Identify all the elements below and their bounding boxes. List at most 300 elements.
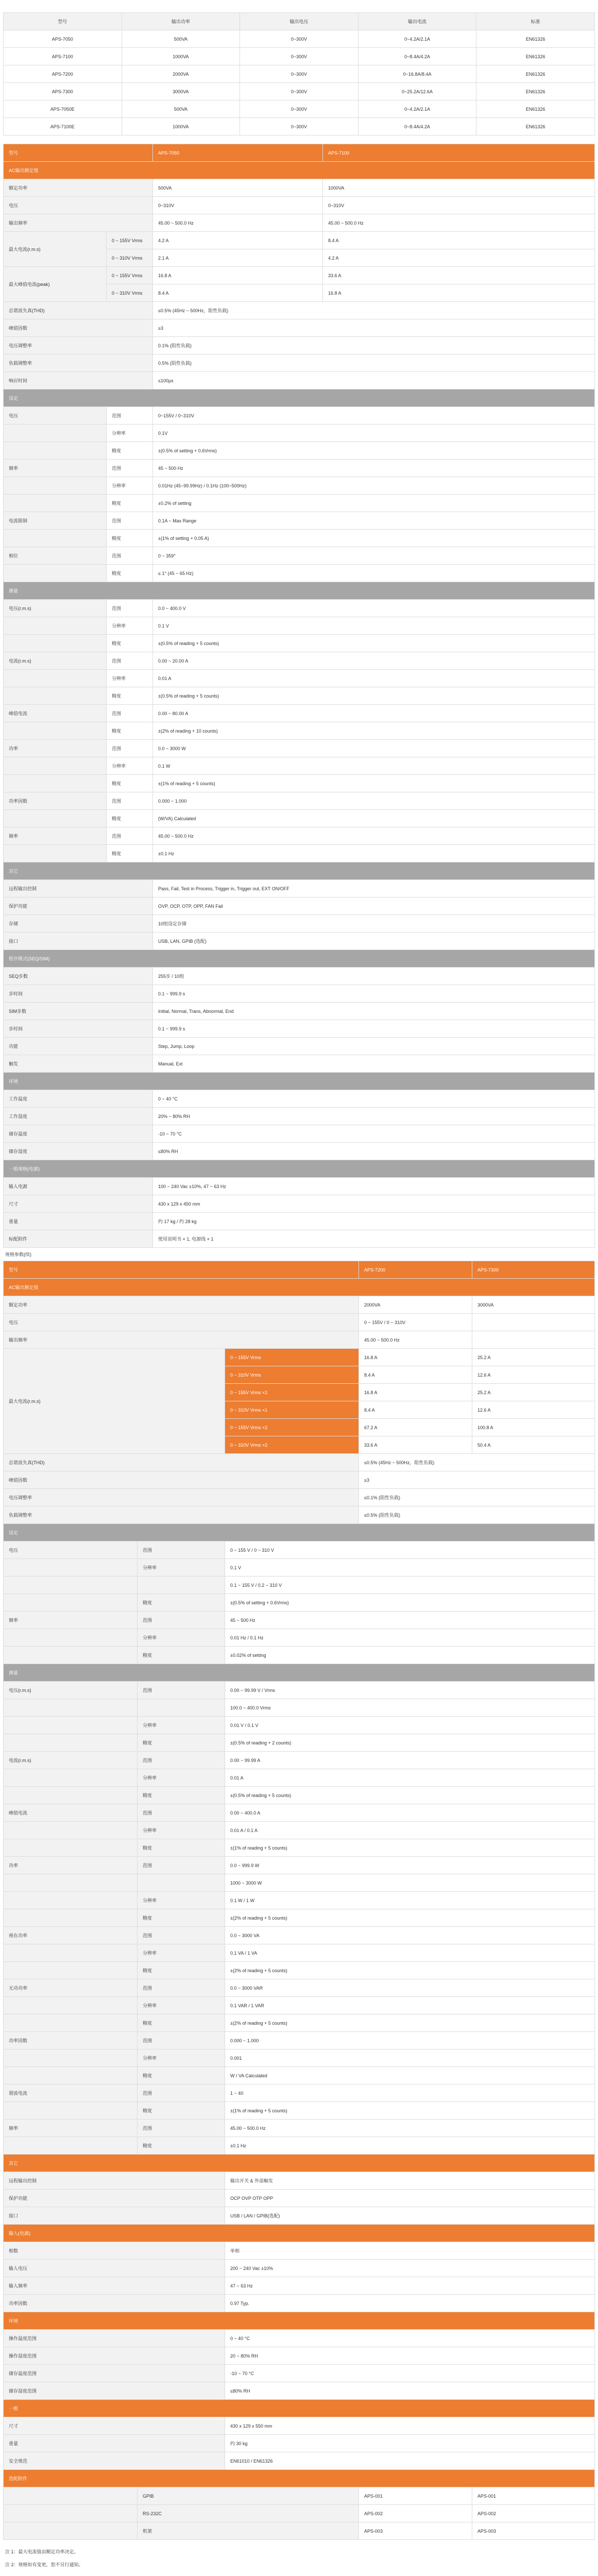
spec-label: 操作温度范围 (4, 2330, 225, 2347)
spec-value: 33.6 A (359, 1436, 472, 1454)
spec-sublabel: 分辨率 (138, 1559, 225, 1577)
spec-sublabel: 分辨率 (107, 670, 153, 687)
spec-label: 安全规范 (4, 2452, 225, 2470)
spec-sublabel: 范围 (107, 547, 153, 565)
spec-value: Initial, Normal, Trans, Abnormal, End (153, 1003, 595, 1020)
column-header: 输出电流 (358, 13, 476, 30)
spec-value: 3000VA (472, 1296, 595, 1314)
spec-value: 45.00 ~ 500.0 Hz (323, 214, 595, 232)
table-cell: 0~300V (240, 100, 358, 118)
spec-row (4, 1594, 595, 1612)
spec-row (4, 1892, 595, 1909)
spec-table-1 (3, 144, 595, 1248)
spec-value: 0.0 ~ 999.9 W (225, 1857, 595, 1874)
spec-label: 功率因数 (4, 2295, 225, 2312)
column-header: 输出电压 (240, 13, 358, 30)
spec-sublabel (138, 1577, 225, 1594)
spec-label (4, 1647, 138, 1664)
section-heading: 其它 (4, 862, 595, 880)
spec-condition: 0 ~ 310V Vrms (225, 1366, 359, 1384)
spec-sublabel: 范围 (138, 1682, 225, 1699)
table-cell: APS-7050E (4, 100, 122, 118)
spec-label (4, 670, 107, 687)
spec-row (4, 354, 595, 372)
spec-sublabel: 范围 (138, 1927, 225, 1944)
spec-value: Step, Jump, Loop (153, 1038, 595, 1055)
spec-label: 电压(r.m.s) (4, 1682, 138, 1699)
spec-value: ±0.1 Hz (225, 2137, 595, 2155)
spec-value: 2.1 A (153, 249, 323, 267)
spec-sublabel: 精度 (138, 2137, 225, 2155)
spec-row (4, 1717, 595, 1734)
spec-sublabel: 范围 (138, 1752, 225, 1769)
spec-condition: 0 ~ 155V Vrms (225, 1349, 359, 1366)
spec-row (4, 1909, 595, 1927)
section-heading: 一般 (4, 2400, 595, 2417)
spec-label (4, 1839, 138, 1857)
spec-label (4, 1874, 138, 1892)
spec-row (4, 968, 595, 985)
spec-sublabel (138, 1874, 225, 1892)
spec-value: 0.1 ~ 999.9 s (153, 1020, 595, 1038)
spec-sublabel: 范围 (107, 705, 153, 722)
spec-value: 0~310V (323, 197, 595, 214)
table-cell: 0~300V (240, 30, 358, 48)
spec-row (4, 1682, 595, 1699)
spec-row (4, 372, 595, 389)
notes (3, 2545, 595, 2571)
spec-value: 8.4 A (153, 284, 323, 302)
spec-row (4, 1296, 595, 1314)
column-header: 标准 (476, 13, 595, 30)
spec-value: ±(2% of reading + 5 counts) (225, 1909, 595, 1927)
spec-row (4, 2435, 595, 2452)
spec-sublabel: 精度 (107, 530, 153, 547)
spec-label: 接口 (4, 933, 153, 950)
spec-sublabel: 分辨率 (138, 1892, 225, 1909)
spec-value: -10 ~ 70 °C (153, 1125, 595, 1143)
spec-row (4, 2032, 595, 2049)
spec-value: 0.00 ~ 80.00 A (153, 705, 595, 722)
spec-value: 100 ~ 240 Vac ±10%, 47 ~ 63 Hz (153, 1178, 595, 1195)
section-heading: 其它 (4, 2155, 595, 2172)
spec-sublabel: 精度 (107, 495, 153, 512)
spec-value: ≤80% RH (225, 2382, 595, 2400)
spec-label: 触发 (4, 1055, 153, 1073)
spec-value: 0.01 A (153, 670, 595, 687)
section-heading: 环境 (4, 2312, 595, 2330)
spec-sublabel: 范围 (138, 2032, 225, 2049)
spec-value: 20% ~ 80% RH (153, 1108, 595, 1125)
spec-row (4, 302, 595, 319)
spec-sublabel: 精度 (138, 2067, 225, 2084)
model-name: APS-7200 (359, 1261, 472, 1279)
spec-value: 0.1 ~ 155 V / 0.2 ~ 310 V (225, 1577, 595, 1594)
spec-label: 输出频率 (4, 214, 153, 232)
spec-label: 峰值因数 (4, 319, 153, 337)
spec-row (4, 933, 595, 950)
spec-row (4, 319, 595, 337)
note-2: 注 2：规格如有变更，恕不另行通知。 (5, 2562, 83, 2567)
spec-value: 25.2 A (472, 1349, 595, 1366)
spec-value: 0.001 (225, 2049, 595, 2067)
spec-label (4, 425, 107, 442)
spec-value: 使用说明书 × 1, 电源线 × 1 (153, 1230, 595, 1248)
section-heading: 一般规格(电源) (4, 1160, 595, 1178)
spec-value: 0.1 VAR / 1 VAR (225, 1997, 595, 2014)
spec-label (4, 1769, 138, 1787)
spec-condition: 0 ~ 310V Vrms ×2 (225, 1436, 359, 1454)
spec-value: 0.1 VA / 1 VA (225, 1944, 595, 1962)
spec-label (4, 1577, 138, 1594)
spec-label: 功率因数 (4, 792, 107, 810)
spec-row (4, 2067, 595, 2084)
spec-row (4, 407, 595, 425)
spec-label: 负载调整率 (4, 354, 153, 372)
spec-label (4, 1559, 138, 1577)
spec-label: 保护功能 (4, 2190, 225, 2207)
spec-label: 标配附件 (4, 1230, 153, 1248)
spec-value: 16.8 A (359, 1349, 472, 1366)
spec-sublabel: 分辨率 (138, 1997, 225, 2014)
spec-value: 12.6 A (472, 1401, 595, 1419)
spec-row (4, 1038, 595, 1055)
spec-row (4, 1506, 595, 1524)
section-heading: 测量 (4, 1664, 595, 1682)
spec-value: 1000 ~ 3000 W (225, 1874, 595, 1892)
spec-condition: 0 ~ 155V Vrms (107, 232, 153, 249)
spec-sublabel: 范围 (138, 1979, 225, 1997)
spec-row (4, 1055, 595, 1073)
spec-sublabel: 范围 (138, 1857, 225, 1874)
spec-sublabel: GPIB (138, 2487, 359, 2505)
spec-value: 500VA (153, 179, 323, 197)
spec-row (4, 1349, 595, 1366)
spec-row (4, 425, 595, 442)
spec-label: 峰值电流 (4, 705, 107, 722)
spec-row (4, 2277, 595, 2295)
spec-label: 电压 (4, 197, 153, 214)
spec-value: 45 ~ 500 Hz (225, 1612, 595, 1629)
spec-label: 频率 (4, 2120, 138, 2137)
spec-label (4, 495, 107, 512)
spec-value: 0.01 Hz / 0.1 Hz (225, 1629, 595, 1647)
spec-row (4, 915, 595, 933)
spec-label (4, 2049, 138, 2067)
spec-sublabel (138, 1699, 225, 1717)
spec-row (4, 880, 595, 897)
spec-row (4, 1143, 595, 1160)
spec-sublabel: 分辨率 (107, 477, 153, 495)
spec-value: ±0.1 Hz (153, 845, 595, 862)
spec-row (4, 1997, 595, 2014)
section-heading: 环境 (4, 1073, 595, 1090)
spec-value: 2000VA (359, 1296, 472, 1314)
column-header: 型号 (4, 13, 122, 30)
spec-sublabel: 范围 (107, 827, 153, 845)
spec-sublabel: 精度 (138, 1909, 225, 1927)
spec-label (4, 810, 107, 827)
spec-sublabel: 精度 (138, 1962, 225, 1979)
spec-value: 16.8 A (359, 1384, 472, 1401)
table-cell: 1000VA (122, 118, 240, 135)
spec-value: APS-002 (359, 2505, 472, 2522)
model-label: 型号 (4, 1261, 359, 1279)
section-title (4, 2470, 595, 2487)
spec-label: 总谐波失真(THD) (4, 1454, 359, 1471)
spec-label (4, 442, 107, 460)
spec-value: 47 ~ 63 Hz (225, 2277, 595, 2295)
spec-sublabel: 分辨率 (138, 1629, 225, 1647)
spec-row (4, 197, 595, 214)
spec-label: 储存湿度 (4, 1143, 153, 1160)
spec-value: 0.1 ~ 999.9 s (153, 985, 595, 1003)
spec-value: ±0.2% of setting (153, 495, 595, 512)
spec-row (4, 1769, 595, 1787)
spec-value: 0.000 ~ 1.000 (153, 792, 595, 810)
spec-value: 0 ~ 40 °C (153, 1090, 595, 1108)
spec-value: 0.97 Typ. (225, 2295, 595, 2312)
spec-row (4, 2049, 595, 2067)
spec-row (4, 1874, 595, 1892)
spec-sublabel: 范围 (107, 407, 153, 425)
spec-label (4, 2522, 138, 2540)
spec-row (4, 1559, 595, 1577)
spec-row (4, 2417, 595, 2435)
spec-sublabel: 精度 (138, 2102, 225, 2120)
spec-row (4, 2137, 595, 2155)
section-title (4, 1160, 595, 1178)
spec-value: 0.5% (阻性负载) (153, 354, 595, 372)
spec2-caption: 规格参数(续) (5, 1252, 31, 1257)
section-title (4, 2312, 595, 2330)
spec-label: 储存温度范围 (4, 2365, 225, 2382)
spec-value: 67.2 A (359, 1419, 472, 1436)
spec-value: ±(1% of setting + 0.05 A) (153, 530, 595, 547)
spec-value: 0.00 ~ 99.99 V / Vrms (225, 1682, 595, 1699)
spec-sublabel: 精度 (107, 565, 153, 582)
spec-label: 输入电源 (4, 1178, 153, 1195)
spec-row (4, 810, 595, 827)
model-name: APS-7050 (153, 144, 323, 162)
spec-label: 工作湿度 (4, 1108, 153, 1125)
spec-row (4, 1647, 595, 1664)
spec-value: ±(2% of reading + 10 counts) (153, 722, 595, 740)
table-row (4, 83, 595, 100)
section-title (4, 950, 595, 968)
spec-value: 8.4 A (359, 1401, 472, 1419)
spec-label: 步时间 (4, 1020, 153, 1038)
spec-label (4, 477, 107, 495)
section-title (4, 1524, 595, 1541)
spec-value: 4.2 A (323, 249, 595, 267)
spec-sublabel: 精度 (107, 635, 153, 652)
spec-label: 响应时间 (4, 372, 153, 389)
spec-row (4, 2330, 595, 2347)
spec-sublabel: 精度 (107, 687, 153, 705)
spec-label: 电压 (4, 1314, 359, 1331)
table-cell: EN61326 (476, 83, 595, 100)
spec-row (4, 2242, 595, 2260)
spec-label: 额定功率 (4, 179, 153, 197)
spec-row (4, 1962, 595, 1979)
spec-value: 16.8 A (323, 284, 595, 302)
spec-value: Pass, Fail, Test in Process, Trigger in, Trigger out, EXT ON/OFF (153, 880, 595, 897)
spec-value: ≥3 (153, 319, 595, 337)
table-cell: 0~4.2A/2.1A (358, 30, 476, 48)
spec-row (4, 757, 595, 775)
spec-condition: 0 ~ 310V Vrms ×1 (225, 1401, 359, 1419)
spec-label (4, 1944, 138, 1962)
spec-sublabel: 精度 (107, 845, 153, 862)
spec-label: 操作湿度范围 (4, 2347, 225, 2365)
spec-value: ≤ 1° (45 ~ 65 Hz) (153, 565, 595, 582)
spec-value: ±(0.5% of reading + 5 counts) (153, 635, 595, 652)
spec-row (4, 827, 595, 845)
spec-row (4, 1752, 595, 1769)
spec-label (4, 2067, 138, 2084)
spec-value: 0.1V (153, 425, 595, 442)
spec-row (4, 705, 595, 722)
spec-row (4, 495, 595, 512)
spec-label (4, 2014, 138, 2032)
spec-row (4, 1541, 595, 1559)
spec-row (4, 232, 595, 249)
spec-label: SIM步数 (4, 1003, 153, 1020)
spec-row (4, 792, 595, 810)
spec-row (4, 2347, 595, 2365)
spec-value: 255步 / 10组 (153, 968, 595, 985)
spec-value: ±(0.5% of setting + 0.6Vrms) (225, 1594, 595, 1612)
spec-value: ±(1% of reading + 5 counts) (225, 1839, 595, 1857)
table-cell: 0~300V (240, 118, 358, 135)
spec-row (4, 670, 595, 687)
spec-label: 相数 (4, 2242, 225, 2260)
spec-value: 0.01 A / 0.1 A (225, 1822, 595, 1839)
spec-value: ±(0.5% of reading + 5 counts) (225, 1787, 595, 1804)
spec-sublabel: 精度 (138, 1839, 225, 1857)
spec-label (4, 1822, 138, 1839)
spec-label: 最大电流(r.m.s) (4, 1349, 225, 1454)
spec-row (4, 652, 595, 670)
spec-label (4, 530, 107, 547)
spec-condition: 0 ~ 310V Vrms (107, 249, 153, 267)
spec-row (4, 1230, 595, 1248)
spec-sublabel: 范围 (107, 600, 153, 617)
spec-value: ±0.02% of setting (225, 1647, 595, 1664)
spec-label: 电压(r.m.s) (4, 600, 107, 617)
spec-row (4, 2522, 595, 2540)
spec-label: 电压 (4, 1541, 138, 1559)
spec-label: 远程输出控制 (4, 880, 153, 897)
table-cell: 0~16.8A/8.4A (358, 65, 476, 83)
spec-value: 0~310V (153, 197, 323, 214)
spec-value: ≥3 (359, 1471, 595, 1489)
section-title (4, 1279, 595, 1296)
section-heading: AC输出额定值 (4, 1279, 595, 1296)
spec-value: 约 30 kg (225, 2435, 595, 2452)
section-heading: 输入(电源) (4, 2225, 595, 2242)
spec-row (4, 1927, 595, 1944)
section-title (4, 582, 595, 600)
model-name: APS-7300 (472, 1261, 595, 1279)
table-row (4, 118, 595, 135)
spec-row (4, 1454, 595, 1471)
spec-sublabel: 分辨率 (107, 425, 153, 442)
section-title (4, 1664, 595, 1682)
section-heading: 设定 (4, 389, 595, 407)
spec-sublabel: 精度 (138, 1594, 225, 1612)
spec-value: ±(2% of reading + 5 counts) (225, 2014, 595, 2032)
spec-sublabel: 范围 (138, 1541, 225, 1559)
spec-sublabel: 精度 (138, 1787, 225, 1804)
spec-row (4, 512, 595, 530)
spec-label (4, 565, 107, 582)
model-label: 型号 (4, 144, 153, 162)
spec-label: 保护功能 (4, 897, 153, 915)
spec-value: 45.00 ~ 500.0 Hz (153, 214, 323, 232)
page-title (3, 4, 595, 12)
spec-label (4, 1594, 138, 1612)
spec-value: 430 x 129 x 450 mm (153, 1195, 595, 1213)
table-cell: APS-7050 (4, 30, 122, 48)
table-cell: 0~300V (240, 83, 358, 100)
spec-label (4, 2102, 138, 2120)
spec-value (472, 1331, 595, 1349)
section-title (4, 862, 595, 880)
spec-value: ±(1% of reading + 5 counts) (225, 2102, 595, 2120)
spec-label: 重量 (4, 1213, 153, 1230)
note-1: 注 1：最大电流值由额定功率决定。 (5, 2549, 79, 2554)
table-cell: 3000VA (122, 83, 240, 100)
spec-row (4, 1471, 595, 1489)
spec-label: 尺寸 (4, 1195, 153, 1213)
spec-label: 最大峰值电流(peak) (4, 267, 107, 302)
spec-value: ±(0.5% of reading + 5 counts) (153, 687, 595, 705)
spec-row (4, 1314, 595, 1331)
spec-value: 0.00 ~ 400.0 A (225, 1804, 595, 1822)
spec-label: 谐波电流 (4, 2084, 138, 2102)
spec-value: ±(2% of reading + 5 counts) (225, 1962, 595, 1979)
spec-label (4, 2137, 138, 2155)
spec-value: 0.00 ~ 99.99 A (225, 1752, 595, 1769)
spec-label: 峰值因数 (4, 1471, 359, 1489)
model-table (3, 12, 595, 135)
spec-value: W / VA Calculated (225, 2067, 595, 2084)
spec-row (4, 460, 595, 477)
spec-value: ±(1% of reading + 5 counts) (153, 775, 595, 792)
table-cell: 0~25.2A/12.6A (358, 83, 476, 100)
table-cell: EN61326 (476, 48, 595, 65)
spec-label: 尺寸 (4, 2417, 225, 2435)
spec-value: 1 ~ 40 (225, 2084, 595, 2102)
spec-value: USB / LAN / GPIB(选配) (225, 2207, 595, 2225)
spec-value: 0.000 ~ 1.000 (225, 2032, 595, 2049)
spec-row (4, 1090, 595, 1108)
spec-value: 45.00 ~ 500.0 Hz (359, 1331, 472, 1349)
spec-value: ≤100μs (153, 372, 595, 389)
spec-sublabel: 机架 (138, 2522, 359, 2540)
spec-row (4, 565, 595, 582)
spec-row (4, 2382, 595, 2400)
spec-label: 电流(r.m.s) (4, 652, 107, 670)
spec-label (4, 1997, 138, 2014)
section-heading: 设定 (4, 1524, 595, 1541)
spec-row (4, 547, 595, 565)
spec-row (4, 1577, 595, 1594)
section-title (4, 2400, 595, 2417)
spec-row (4, 214, 595, 232)
